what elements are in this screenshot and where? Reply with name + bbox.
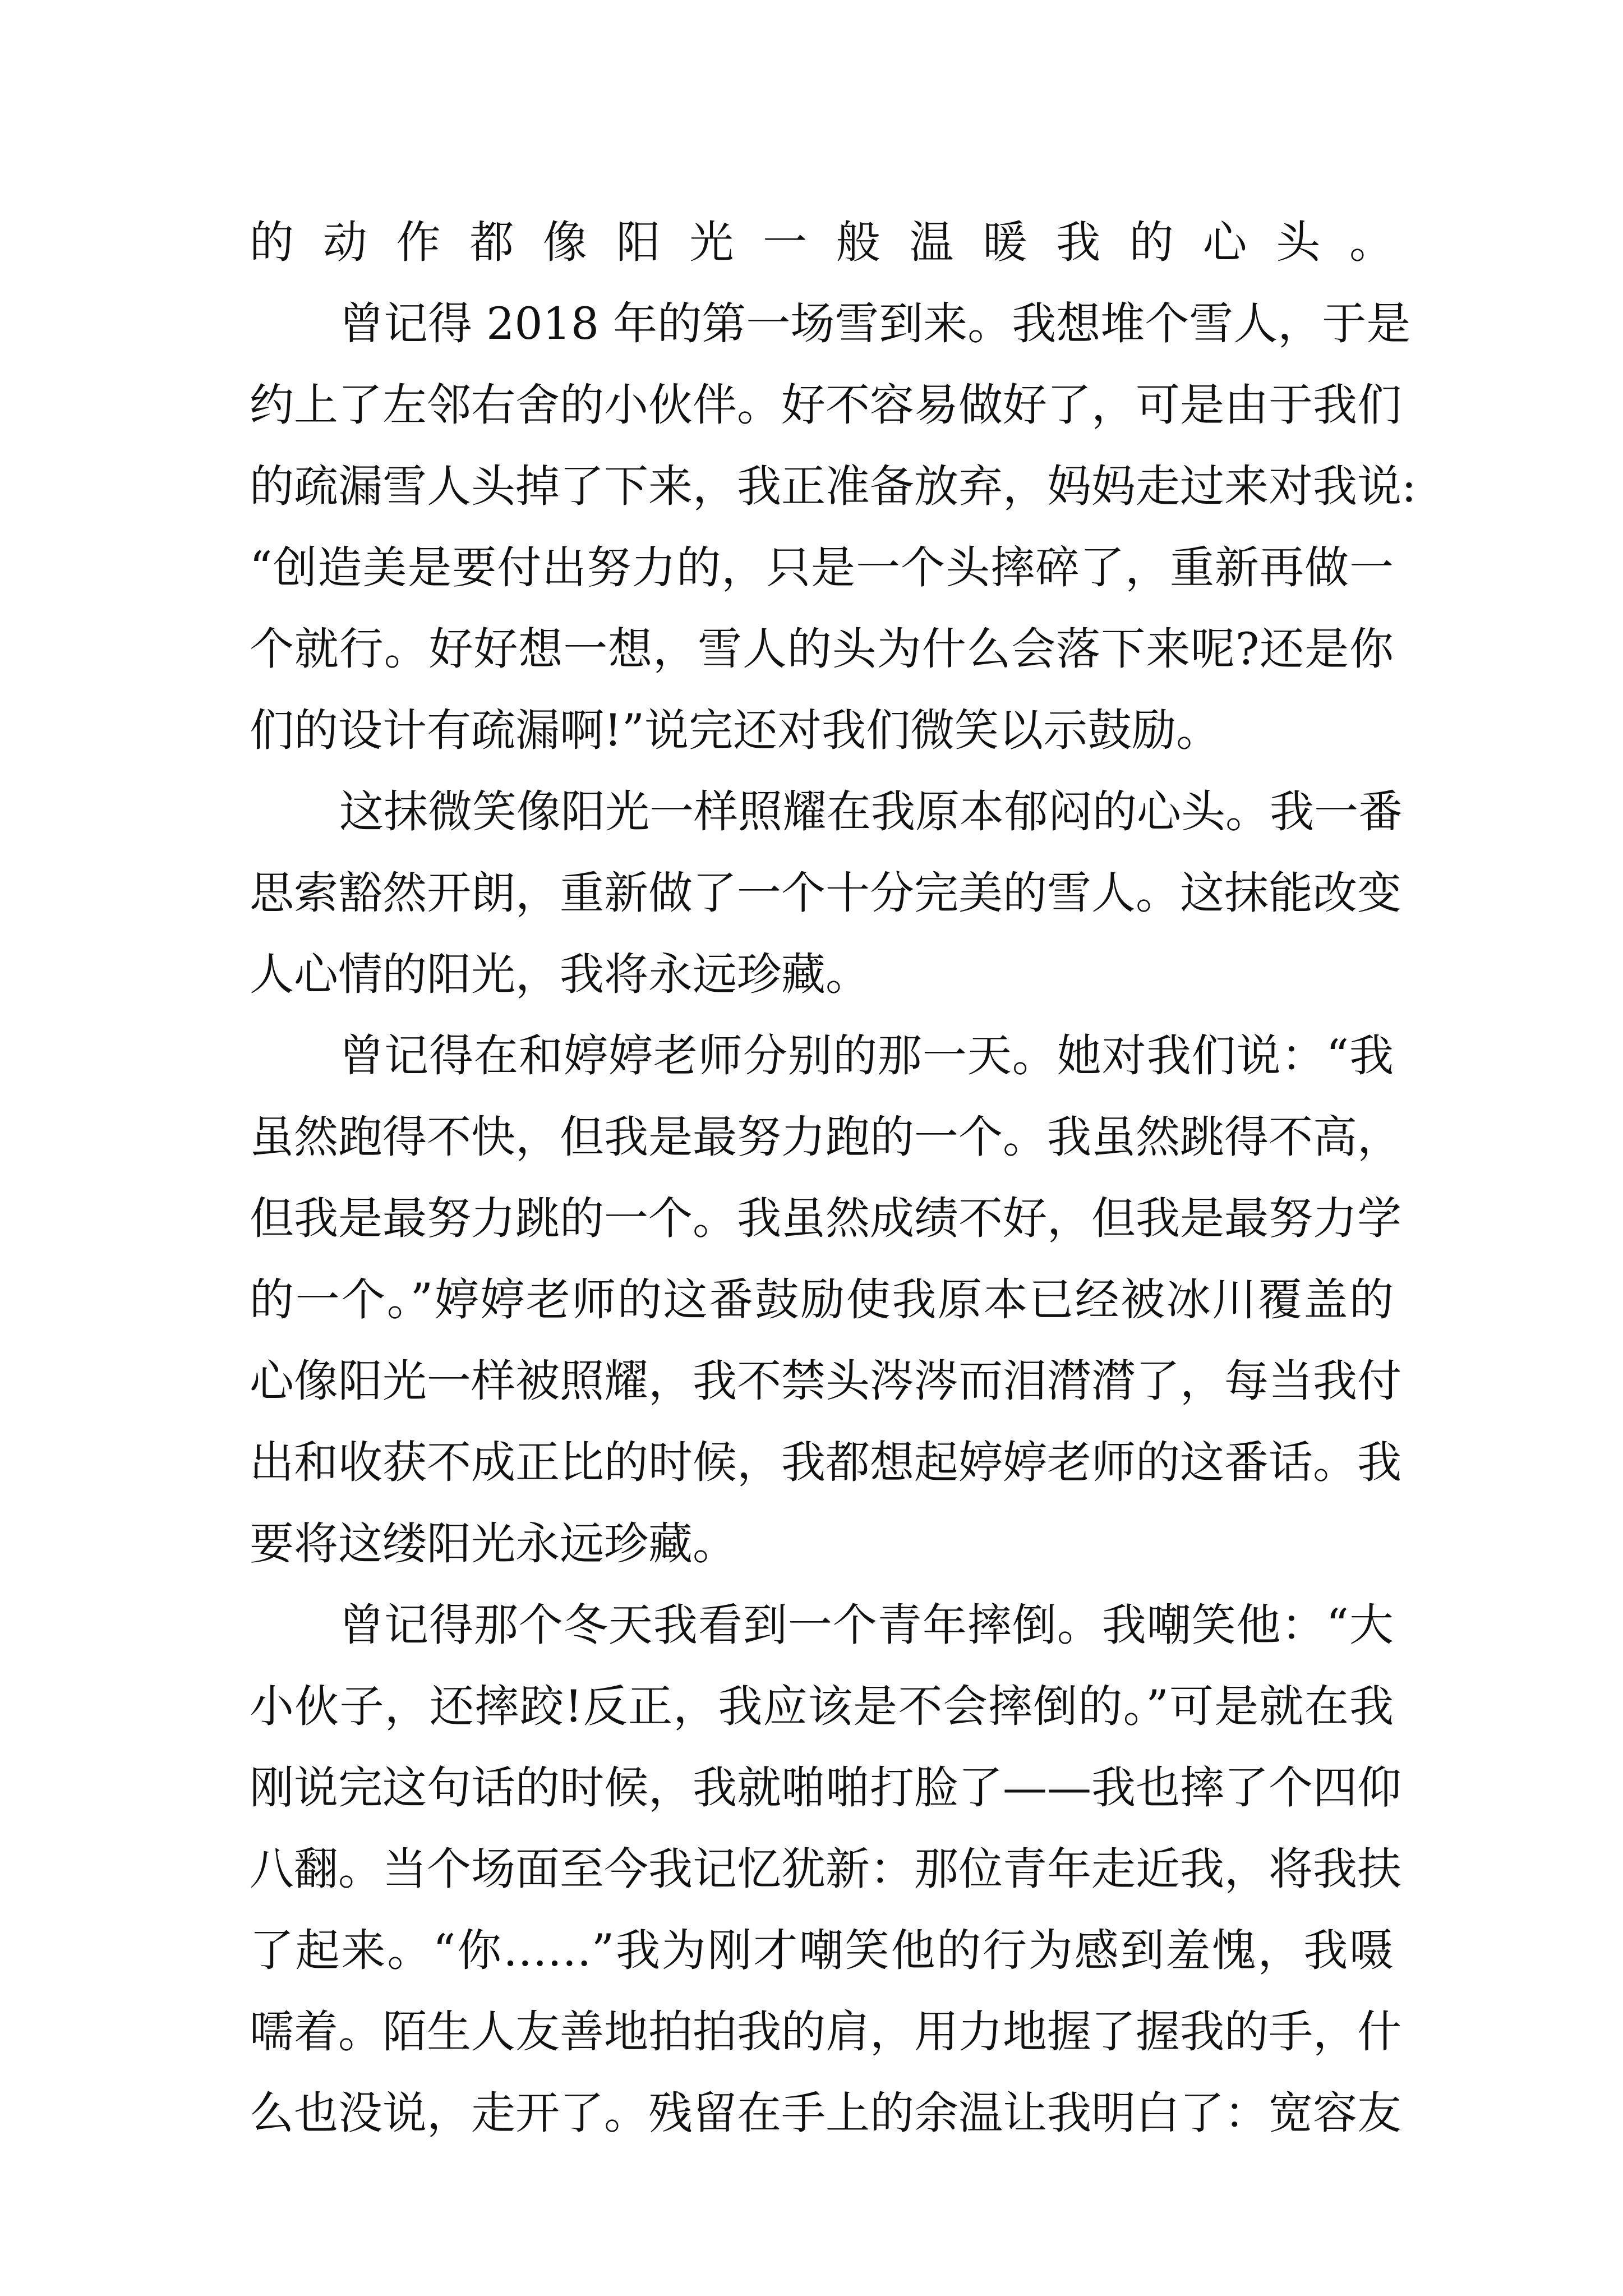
text-line: 的动作都像阳光一般温暖我的心头。 (250, 217, 1394, 268)
text-line: 刚说完这句话的时候，我就啪啪打脸了——我也摔了个四仰 (250, 1762, 1401, 1814)
text-line: “创造美是要付出努力的，只是一个头摔碎了，重新再做一 (250, 542, 1394, 593)
text-line: 的疏漏雪人头掉了下来，我正准备放弃，妈妈走过来对我说: (250, 461, 1417, 512)
body-text (250, 202, 1417, 2154)
text-line: 八翻。当个场面至今我记忆犹新：那位青年走近我，将我扶 (250, 1843, 1401, 1895)
paragraph-first-line: 这抹微笑像阳光一样照耀在我原本郁闷的心头。我一番 (339, 786, 1403, 838)
text-line: 么也没说，走开了。残留在手上的余温让我明白了：宽容友 (250, 2087, 1401, 2139)
paragraph-first-line: 曾记得那个冬天我看到一个青年摔倒。我嘲笑他：“大 (339, 1599, 1394, 1651)
text-line: 但我是最努力跳的一个。我虽然成绩不好，但我是最努力学 (250, 1193, 1401, 1244)
paragraph-first-line: 曾记得 2018 年的第一场雪到来。我想堆个雪人，于是 (339, 298, 1411, 349)
text-line: 约上了左邻右舍的小伙伴。好不容易做好了，可是由于我们 (250, 379, 1401, 431)
text-line: 虽然跑得不快，但我是最努力跑的一个。我虽然跳得不高， (250, 1111, 1401, 1163)
text-line: 思索豁然开朗，重新做了一个十分完美的雪人。这抹能改变 (250, 867, 1401, 919)
paragraph-last-line: 们的设计有疏漏啊!”说完还对我们微笑以示鼓励。 (250, 705, 1221, 756)
text-line: 个就行。好好想一想，雪人的头为什么会落下来呢?还是你 (250, 623, 1394, 675)
text-line: 小伙子，还摔跤!反正，我应该是不会摔倒的。”可是就在我 (250, 1681, 1394, 1732)
text-line: 的一个。”婷婷老师的这番鼓励使我原本已经被冰川覆盖的 (250, 1274, 1394, 1326)
paragraph-last-line: 要将这缕阳光永远珍藏。 (250, 1518, 737, 1570)
text-line: 了起来。“你……”我为刚才嘲笑他的行为感到羞愧，我嗫 (250, 1925, 1394, 1976)
text-line: 出和收获不成正比的时候，我都想起婷婷老师的这番话。我 (250, 1437, 1401, 1488)
paragraph-last-line: 人心情的阳光，我将永远珍藏。 (250, 949, 870, 1000)
paragraph-first-line: 曾记得在和婷婷老师分别的那一天。她对我们说：“我 (339, 1030, 1394, 1082)
text-line: 嚅着。陌生人友善地拍拍我的肩，用力地握了握我的手，什 (250, 2006, 1401, 2058)
text-line: 心像阳光一样被照耀，我不禁头涔涔而泪潸潸了，每当我付 (250, 1355, 1401, 1407)
